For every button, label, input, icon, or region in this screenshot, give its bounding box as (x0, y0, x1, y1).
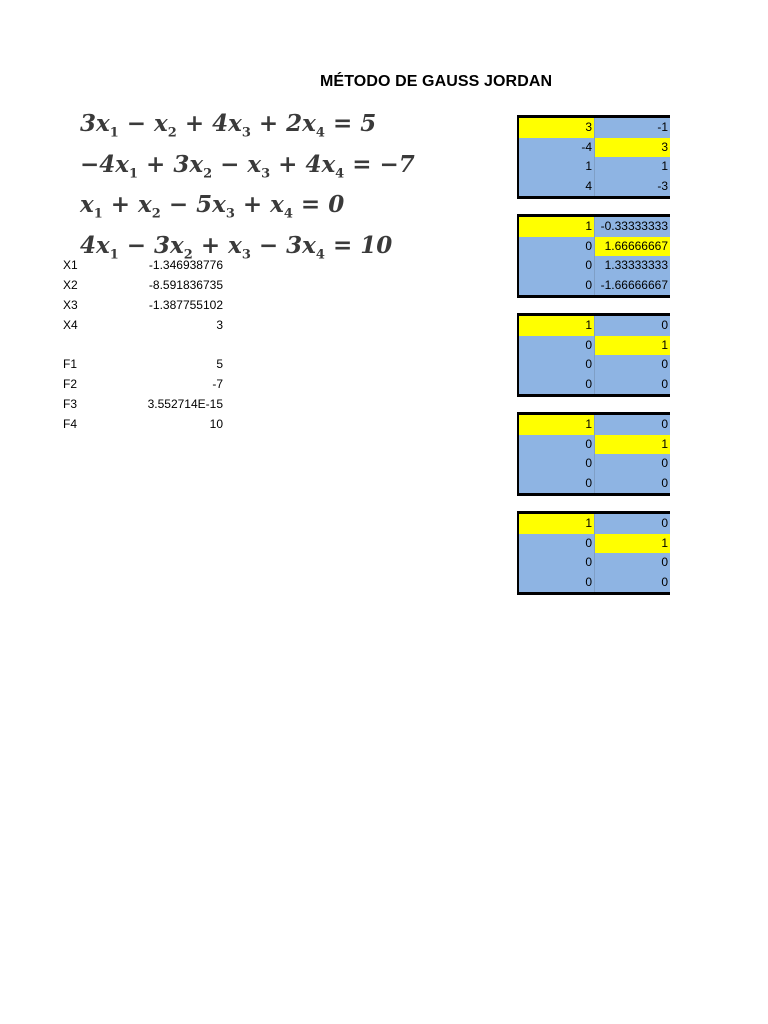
matrix-cell[interactable]: 0 (594, 553, 670, 573)
matrix-step-5 (517, 511, 670, 595)
matrix-cell[interactable]: 0 (585, 535, 592, 550)
matrix-cell[interactable]: 0 (585, 574, 592, 589)
check-value: 3.552714E-15 (147, 397, 223, 411)
matrix-cell[interactable]: 1 (594, 435, 670, 455)
spacer (63, 335, 223, 354)
matrix-cell[interactable]: 1 (585, 159, 592, 173)
matrix-row (519, 118, 670, 138)
matrix-cell[interactable]: 0 (585, 238, 592, 253)
matrix-cell[interactable]: -0.33333333 (594, 217, 670, 237)
matrix-cell[interactable]: 1 (519, 415, 594, 435)
result-value: -1.387755102 (148, 298, 223, 312)
matrix-cell[interactable]: 1 (594, 157, 670, 177)
result-label: X2 (63, 278, 78, 292)
matrix-cell[interactable]: 1 (594, 336, 670, 356)
check-row[interactable] (63, 354, 223, 374)
check-value: 5 (216, 357, 223, 371)
matrix-row (519, 276, 670, 296)
matrix-cell[interactable]: 0 (585, 357, 592, 371)
matrix-row (519, 256, 670, 276)
matrix-cell[interactable]: -1.66666667 (594, 276, 670, 296)
result-value: 3 (216, 318, 223, 332)
matrix-cell[interactable]: 1 (519, 514, 594, 534)
check-label: F2 (63, 377, 78, 391)
result-label: X1 (63, 258, 78, 272)
matrix-row (519, 237, 670, 257)
matrix-row (519, 138, 670, 158)
matrix-step-4 (517, 412, 670, 496)
result-value: -8.591836735 (148, 278, 223, 292)
check-label: F1 (63, 357, 78, 371)
matrix-cell[interactable]: -1 (594, 118, 670, 138)
matrix-cell[interactable]: 0 (585, 475, 592, 490)
matrix-cell[interactable]: 0 (585, 277, 592, 292)
equation-system (80, 108, 415, 270)
matrix-row (519, 415, 670, 435)
equation-2: $-4x_1 + 3x_2 - x_3 + 4x_4 = -7$ (80, 150, 415, 182)
result-value: -1.346938776 (148, 258, 223, 272)
matrix-cell[interactable]: 0 (594, 454, 670, 474)
matrix-step-3 (517, 313, 670, 397)
matrix-cell[interactable]: 4 (585, 178, 592, 193)
equation-1: $3x_1 - x_2 + 4x_3 + 2x_4 = 5$ (80, 110, 377, 141)
result-row[interactable] (63, 255, 223, 275)
matrix-cell[interactable]: 0 (594, 573, 670, 593)
result-row[interactable] (63, 275, 223, 295)
check-value: -7 (212, 377, 223, 391)
matrix-cell[interactable]: 3 (519, 118, 594, 138)
result-row[interactable] (63, 315, 223, 335)
matrix-row (519, 336, 670, 356)
matrix-row (519, 217, 670, 237)
matrix-row (519, 474, 670, 494)
check-value: 10 (209, 417, 223, 431)
matrix-cell[interactable]: 0 (594, 415, 670, 435)
matrix-cell[interactable]: 1 (594, 534, 670, 554)
check-row[interactable] (63, 374, 223, 394)
page-title: MÉTODO DE GAUSS JORDAN (320, 73, 553, 90)
matrix-cell[interactable]: 0 (585, 376, 592, 391)
equation-4: $4x_1 - 3x_2 + x_3 - 3x_4 = 10$ (80, 231, 393, 263)
matrix-row (519, 553, 670, 573)
check-row[interactable] (63, 414, 223, 434)
matrix-row (519, 454, 670, 474)
results-table (63, 255, 223, 434)
matrix-row (519, 157, 670, 177)
matrix-cell[interactable]: 1 (519, 217, 594, 237)
matrix-cell[interactable]: 0 (594, 316, 670, 336)
matrix-cell[interactable]: 0 (594, 375, 670, 395)
matrix-cell[interactable]: 0 (594, 355, 670, 375)
matrix-row (519, 534, 670, 554)
matrix-row (519, 375, 670, 395)
check-label: F4 (63, 417, 78, 431)
matrix-cell[interactable]: 1.33333333 (594, 256, 670, 276)
matrix-cell[interactable]: 0 (585, 258, 592, 272)
matrix-row (519, 435, 670, 455)
matrix-cell[interactable]: 0 (585, 456, 592, 470)
matrix-step-1 (517, 115, 670, 199)
matrix-step-2 (517, 214, 670, 298)
result-label: X4 (63, 318, 78, 332)
matrix-cell[interactable]: 0 (594, 514, 670, 534)
matrix-cell[interactable]: 0 (585, 436, 592, 451)
matrix-cell[interactable]: 0 (594, 474, 670, 494)
matrix-cell[interactable]: -3 (594, 177, 670, 197)
result-row[interactable] (63, 295, 223, 315)
matrix-row (519, 316, 670, 336)
matrix-cell[interactable]: 1.66666667 (594, 237, 670, 257)
matrix-cell[interactable]: 1 (519, 316, 594, 336)
matrix-row (519, 514, 670, 534)
matrix-cell[interactable]: 3 (594, 138, 670, 158)
matrix-row (519, 573, 670, 593)
matrix-row (519, 355, 670, 375)
matrix-cell[interactable]: 0 (585, 337, 592, 352)
result-label: X3 (63, 298, 78, 312)
equation-3: $x_1 + x_2 - 5x_3 + x_4 = 0$ (80, 191, 345, 222)
matrix-row (519, 177, 670, 197)
matrix-cell[interactable]: -4 (581, 139, 592, 154)
matrix-cell[interactable]: 0 (585, 555, 592, 569)
check-label: F3 (63, 397, 78, 411)
check-row[interactable] (63, 394, 223, 414)
